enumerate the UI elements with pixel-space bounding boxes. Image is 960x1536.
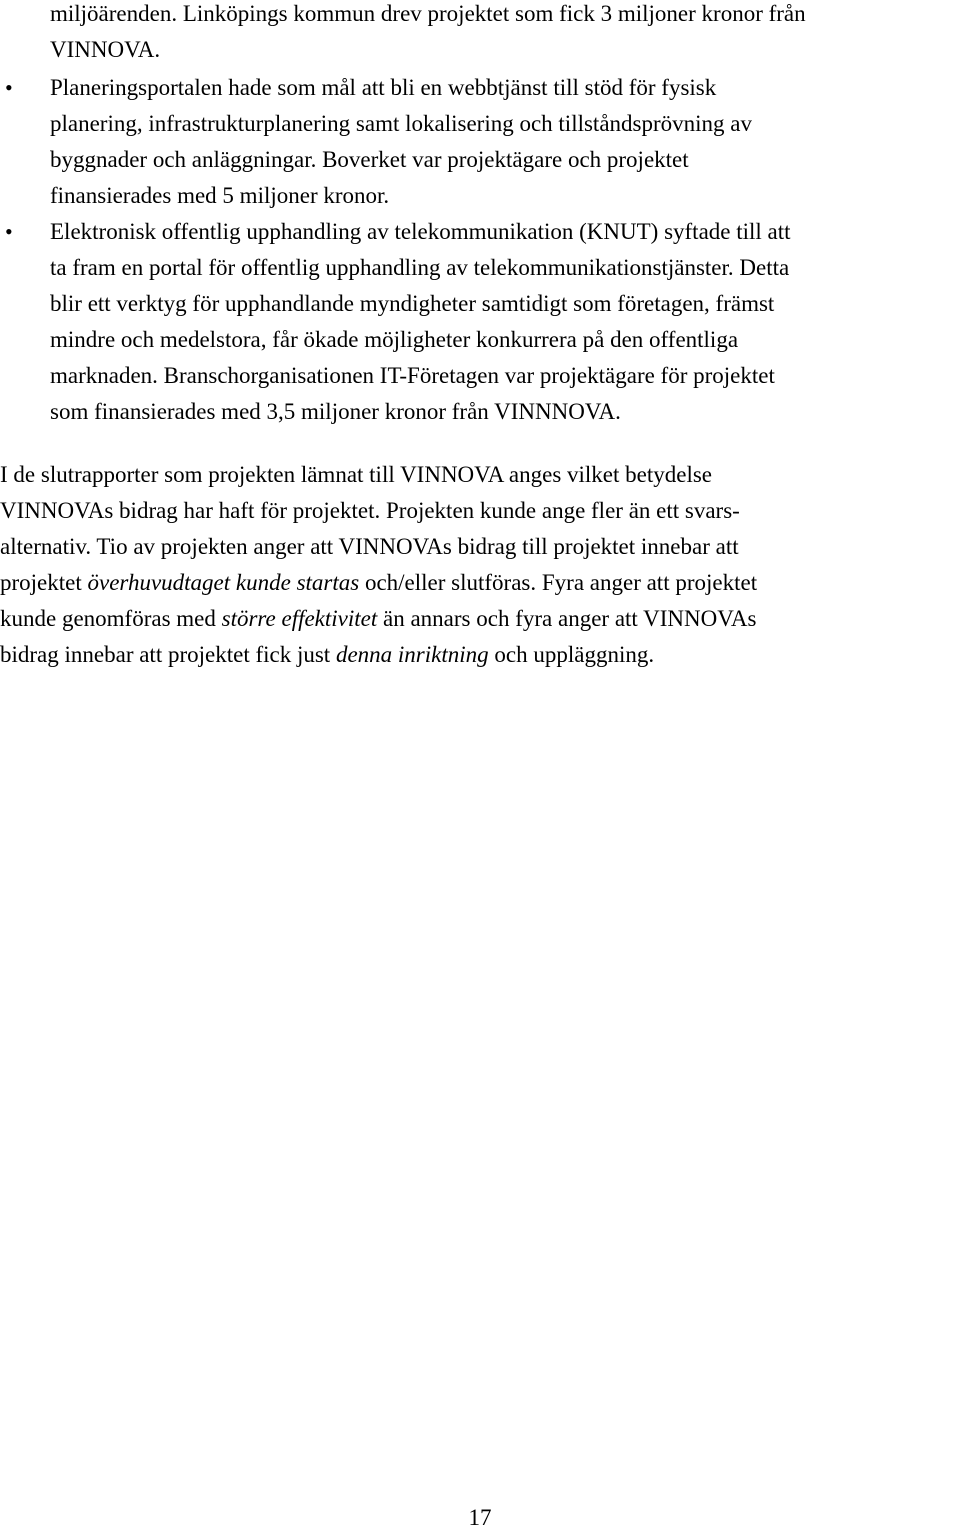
bullet-icon: • xyxy=(5,75,13,100)
text-line: marknaden. Branschorganisationen IT-Företagen var projektägare för projektet xyxy=(50,363,775,388)
text-line: Elektronisk offentlig upphandling av telekommunikation (KNUT) syftade till att xyxy=(50,219,791,244)
emphasis-text: överhuvudtaget kunde startas xyxy=(87,570,360,595)
continued-bullet-text xyxy=(50,0,806,68)
bullet-item-knut xyxy=(0,214,960,430)
project-bullet-list xyxy=(0,70,960,430)
bullet-item-planeringsportalen xyxy=(0,70,960,214)
text-line: och uppläggning. xyxy=(488,642,655,667)
text-line: än annars och fyra anger att VINNOVAs xyxy=(377,606,757,631)
text-line: och/eller slutföras. Fyra anger att projektet xyxy=(359,570,758,595)
text-line: projektet xyxy=(0,570,88,595)
text-line: Planeringsportalen hade som mål att bli en webbtjänst till stöd för fysisk xyxy=(50,75,717,100)
text-line: VINNOVA. xyxy=(50,37,161,62)
emphasis-text: denna inriktning xyxy=(335,642,489,667)
text-line: kunde genomföras med xyxy=(0,606,222,631)
bullet-icon: • xyxy=(5,219,13,244)
text-line: ta fram en portal för offentlig upphandling av telekommunikationstjänster. Detta xyxy=(50,255,790,280)
text-line: bidrag innebar att projektet fick just xyxy=(0,642,336,667)
text-line: mindre och medelstora, får ökade möjligheter konkurrera på den offentliga xyxy=(50,327,739,352)
body-paragraph xyxy=(0,457,757,673)
text-line: VINNOVAs bidrag har haft för projektet. Projekten kunde ange fler än ett svars- xyxy=(0,498,740,523)
text-line: finansierades med 5 miljoner kronor. xyxy=(50,183,390,208)
text-line: byggnader och anläggningar. Boverket var projektägare och projektet xyxy=(50,147,689,172)
text-line: I de slutrapporter som projekten lämnat till VINNOVA anges vilket betydelse xyxy=(0,462,713,487)
text-line: miljöärenden. Linköpings kommun drev projektet som fick 3 miljoner kronor från xyxy=(50,1,806,26)
text-line: blir ett verktyg för upphandlande myndigheter samtidigt som företagen, främst xyxy=(50,291,775,316)
text-line: planering, infrastrukturplanering samt lokalisering och tillståndsprövning av xyxy=(50,111,752,136)
text-line: alternativ. Tio av projekten anger att VINNOVAs bidrag till projektet innebar att xyxy=(0,534,739,559)
page-number: 17 xyxy=(468,1505,492,1530)
text-line: som finansierades med 3,5 miljoner kronor från VINNNOVA. xyxy=(50,399,621,424)
emphasis-text: större effektivitet xyxy=(221,606,378,631)
